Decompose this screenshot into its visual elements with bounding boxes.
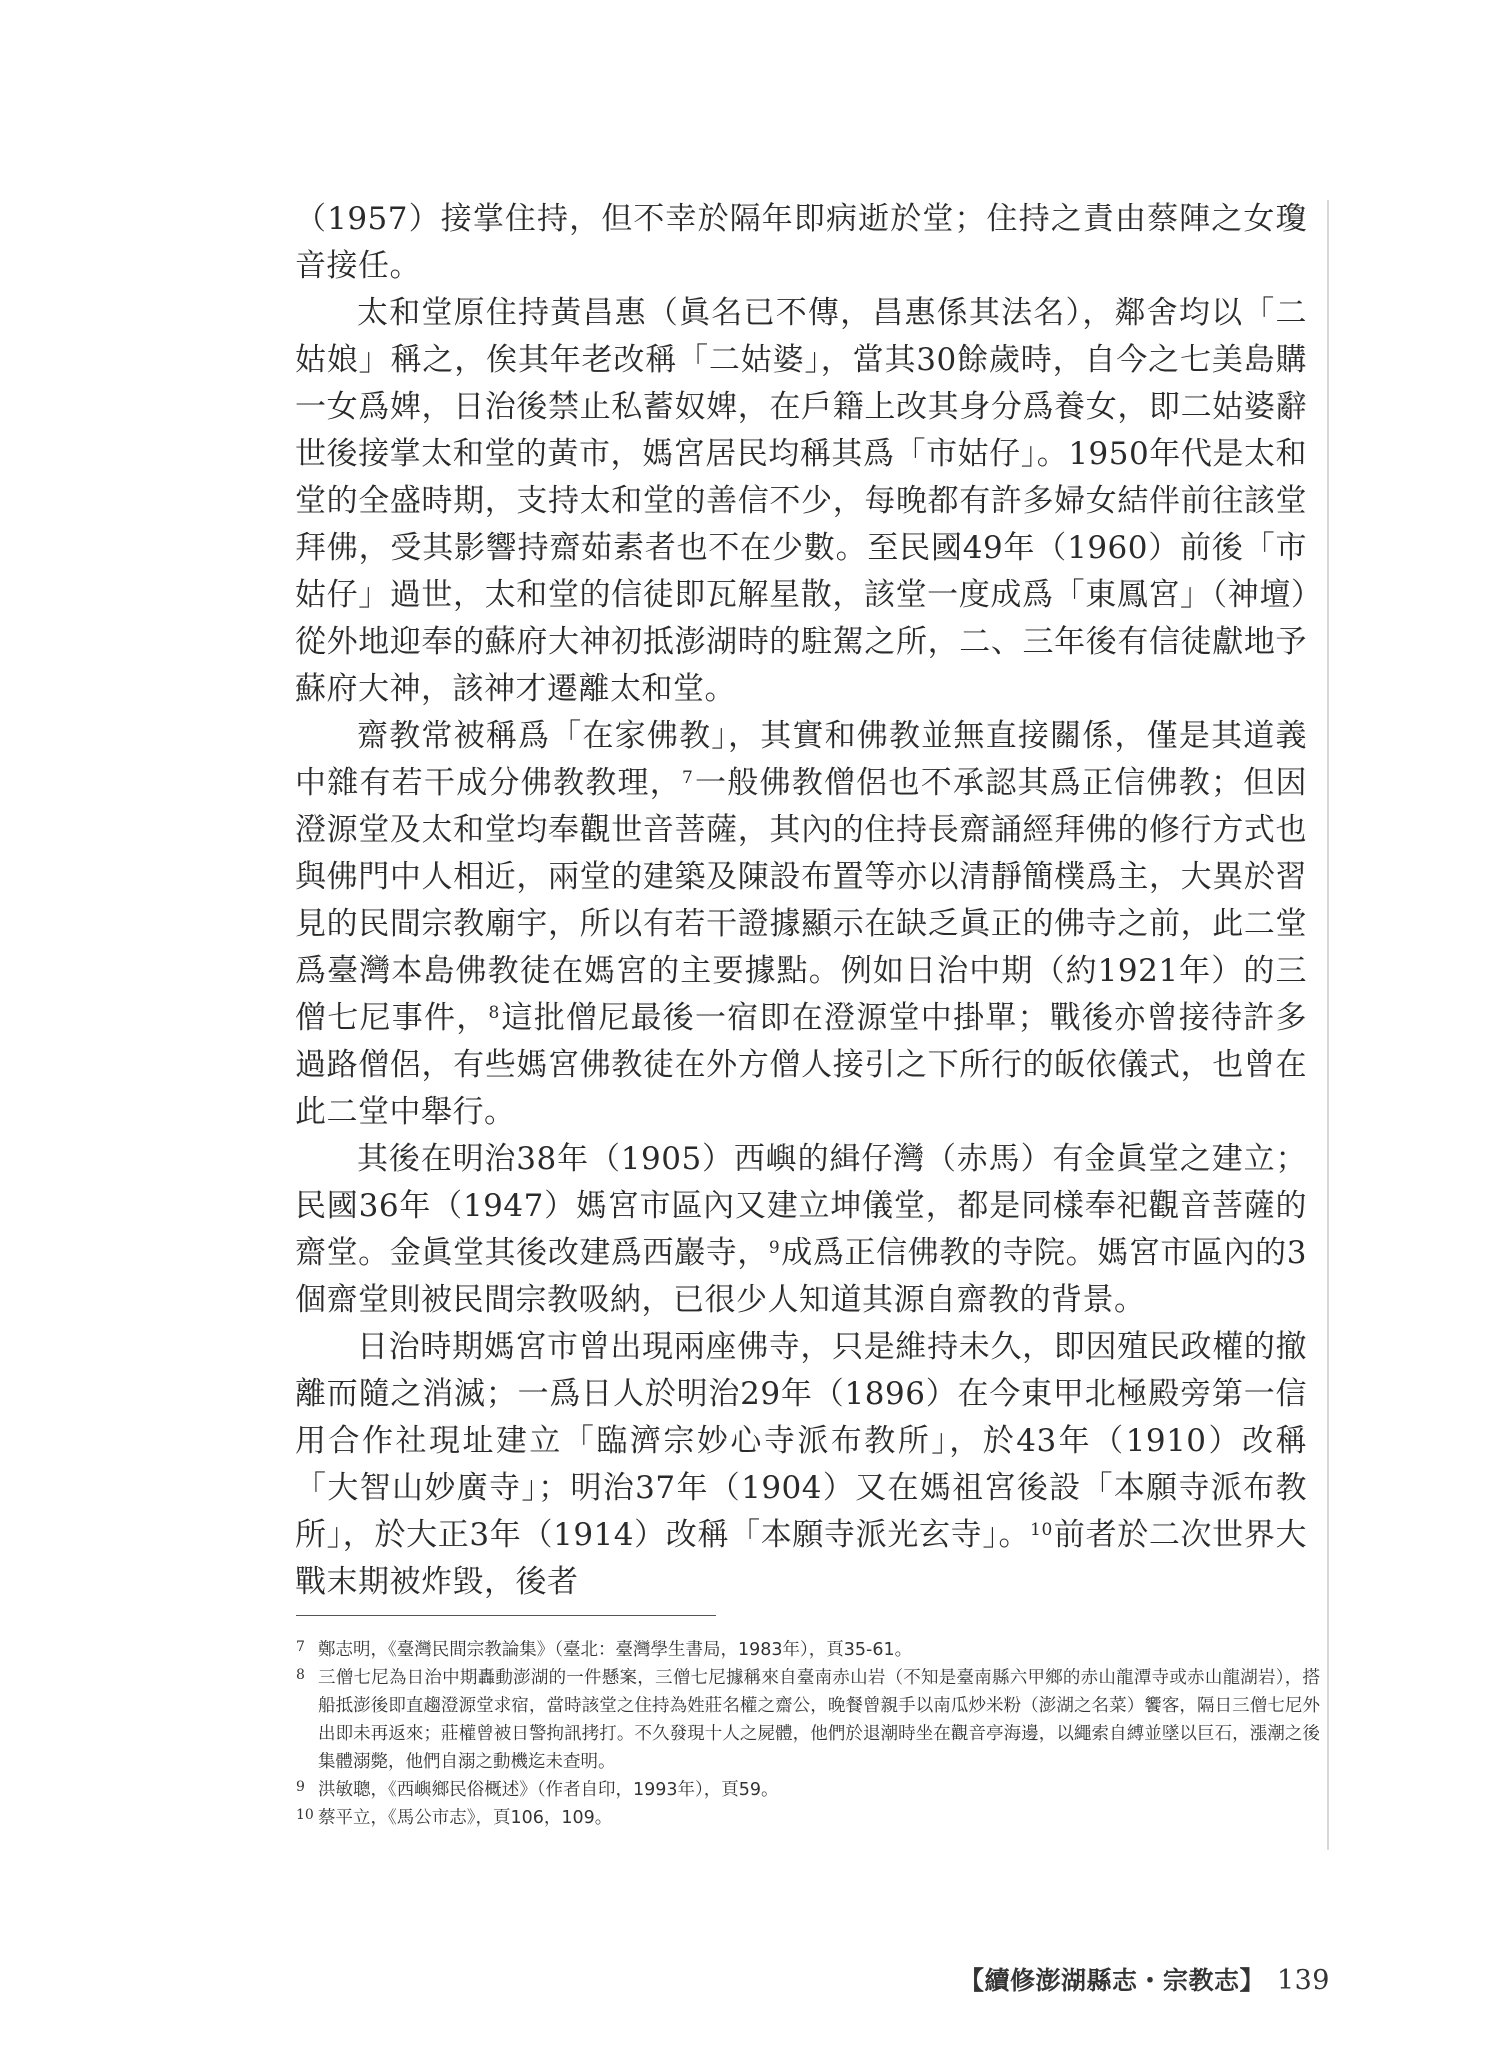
footnote-number: 9 [296,1779,305,1795]
footnote-text: 蔡平立，《馬公市志》，頁106，109。 [318,1808,613,1828]
running-footer [959,1961,1330,1997]
footnote-number: 8 [296,1667,305,1683]
margin-rule [1327,200,1329,1850]
paragraph-5-text-b: 前者於二次世界大戰末期被炸毀，後者 [295,1517,1308,1600]
footnote-text: 鄭志明，《臺灣民間宗教論集》（臺北：臺灣學生書局，1983年），頁35-61。 [318,1640,913,1660]
paragraph-3-text-b: 一般佛教僧侶也不承認其爲正信佛教；但因澄源堂及太和堂均奉觀世音菩薩，其內的住持長齋誦經拜佛的修行方式也與佛門中人相近，兩堂的建築及陳設布置等亦以清靜簡樸爲主，大異於習見的民間宗教廟宇，所以有若干證據顯示在缺乏眞正的佛寺之前，此二堂爲臺灣本島佛教徒在媽宮的主要據點。例如日治中期（約1921年）的三僧七尼事件， [295,765,1307,1036]
paragraph-2: 太和堂原住持黃昌惠（眞名已不傳，昌惠係其法名），鄰舍均以「二姑娘」稱之，俟其年老改稱「二姑婆」，當其30餘歲時，自今之七美島購一女爲婢，日治後禁止私蓄奴婢，在戶籍上改其身分爲養女，即二姑婆辭世後接掌太和堂的黃市，媽宮居民均稱其爲「市姑仔」。1950年代是太和堂的全盛時期，支持太和堂的善信不少，每晚都有許多婦女結伴前往該堂拜佛，受其影響持齋茹素者也不在少數。至民國49年（1960）前後「市姑仔」過世，太和堂的信徒即瓦解星散，該堂一度成爲「東鳳宮」（神壇）從外地迎奉的蘇府大神初抵澎湖時的駐駕之所，二、三年後有信徒獻地予蘇府大神，該神才遷離太和堂。 [295,295,1307,707]
paragraph-4-text-a: 其後在明治38年（1905）西嶼的緝仔灣（赤馬）有金眞堂之建立；民國36年（1947）媽宮市區內又建立坤儀堂，都是同樣奉祀觀音菩薩的齋堂。金眞堂其後改建爲西巖寺， [295,1141,1307,1271]
paragraph-1: （1957）接掌住持，但不幸於隔年即病逝於堂；住持之責由蔡陣之女瓊音接任。 [295,201,1307,284]
paragraph-3 [295,713,1307,1136]
paragraph-5 [295,1324,1307,1606]
footnote-8 [296,1664,1320,1776]
footnote-separator [296,1615,716,1616]
paragraph-4-text-b: 成爲正信佛教的寺院。媽宮市區內的3個齋堂則被民間宗教吸納，已很少人知道其源自齋教的背景。 [295,1235,1308,1318]
footnote-ref-8[interactable]: 8 [488,1003,500,1023]
footnote-ref-9[interactable]: 9 [768,1238,781,1258]
paragraph-4 [295,1136,1307,1324]
footnote-ref-10[interactable]: 10 [1030,1520,1053,1540]
footnote-ref-7[interactable]: 7 [681,768,694,788]
page-number: 139 [1276,1965,1330,1996]
footnote-number: 7 [296,1639,305,1655]
paragraph-3-text-a: 齋教常被稱爲「在家佛教」，其實和佛教並無直接關係，僅是其道義中雜有若干成分佛教教理， [295,718,1307,801]
footnote-text: 三僧七尼為日治中期轟動澎湖的一件懸案，三僧七尼據稱來自臺南赤山岩（不知是臺南縣六甲鄉的赤山龍潭寺或赤山龍湖岩），搭船抵澎後即直趨澄源堂求宿，當時該堂之住持為姓莊名權之齋公，晚餐曾親手以南瓜炒米粉（澎湖之名菜）饗客，隔日三僧七尼外出即未再返來；莊權曾被日警拘訊拷打。不久發現十人之屍體，他們於退潮時坐在觀音亭海邊，以繩索自縛並墜以巨石，漲潮之後集體溺斃，他們自溺之動機迄未查明。 [318,1668,1320,1772]
book-title: 【續修澎湖縣志・宗教志】 [958,1966,1265,1995]
footnote-10 [296,1804,1320,1832]
footnote-text: 洪敏聰，《西嶼鄉民俗概述》（作者自印，1993年），頁59。 [318,1780,779,1800]
footnotes [296,1636,1320,1832]
paragraph-5-text-a: 日治時期媽宮市曾出現兩座佛寺，只是維持未久，即因殖民政權的撤離而隨之消滅；一爲日人於明治29年（1896）在今東甲北極殿旁第一信用合作社現址建立「臨濟宗妙心寺派布教所」，於43年（1910）改稱「大智山妙廣寺」；明治37年（1904）又在媽祖宮後設「本願寺派布教所」，於大正3年（1914）改稱「本願寺派光玄寺」。 [295,1329,1307,1553]
footnote-9 [296,1776,1320,1804]
footnote-number: 10 [296,1807,314,1823]
paragraph-3-text-c: 這批僧尼最後一宿即在澄源堂中掛單；戰後亦曾接待許多過路僧侶，有些媽宮佛教徒在外方僧人接引之下所行的皈依儀式，也曾在此二堂中舉行。 [295,1000,1307,1130]
body-text [295,196,1307,1606]
footnote-7 [296,1636,1320,1664]
